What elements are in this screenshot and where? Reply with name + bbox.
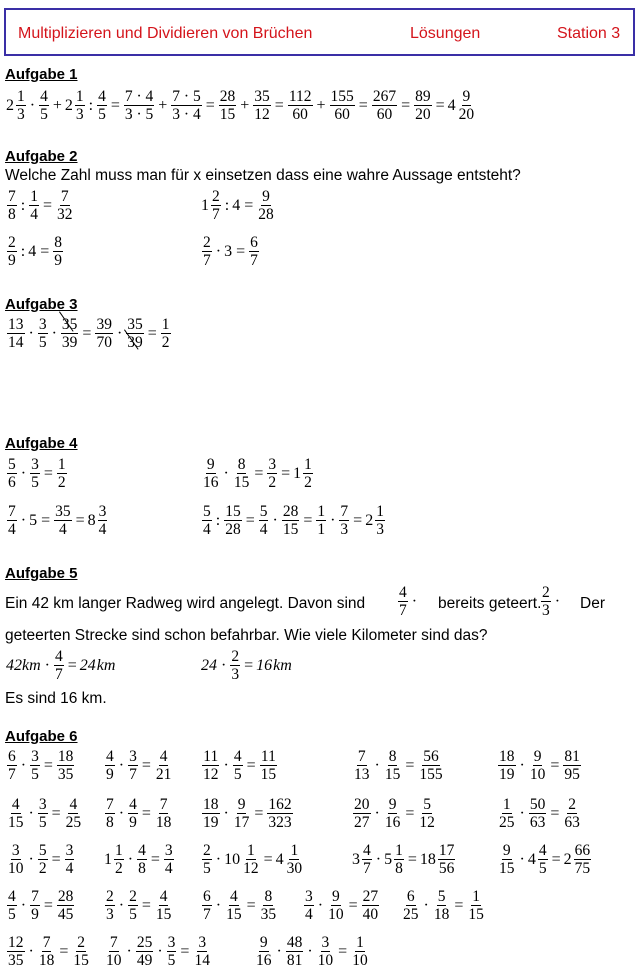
fraction-two-thirds: 2 3 · — [542, 584, 561, 619]
whole-number: 5 — [29, 511, 38, 529]
whole-number: 24 — [201, 656, 217, 674]
fraction: $\frac{3}{5}$ — [167, 934, 176, 969]
fraction: $\frac{267}{60}$ — [372, 88, 397, 123]
fraction: 3 10 — [8, 842, 24, 877]
fraction: $\frac{5}{2}$ — [38, 842, 47, 877]
fraction: $\frac{9}{16}$ — [384, 796, 401, 831]
fraction: 48 81 — [286, 934, 303, 969]
aufgabe-1-heading: Aufgabe 1 — [5, 66, 78, 83]
aufgabe-6-exercise: 2 3 · $\frac{2}{5}$ = $\frac{4}{15}$ — [106, 888, 172, 923]
fraction: $\frac{18}{35}$ — [57, 748, 74, 783]
fraction: $\frac{4}{8}$ — [138, 842, 146, 877]
whole-number: 10 — [224, 850, 241, 868]
fraction: $\frac{1}{10}$ — [352, 934, 368, 969]
aufgabe-6-exercise: 3 10 · $\frac{5}{2}$ = $\frac{3}{4}$ — [8, 842, 74, 877]
fraction: 11 12 — [203, 748, 219, 783]
aufgabe-5-text-4: geteerten Strecke sind schon befahrbar. Wie viele Kilometer sind das? — [5, 627, 488, 644]
fraction: 9 20 — [458, 88, 475, 123]
fraction: $\frac{8}{9}$ — [54, 234, 62, 269]
aufgabe-5-text-1: Ein 42 km langer Radweg wird angelegt. Davon sind — [5, 595, 366, 612]
fraction: 2 7 — [212, 188, 220, 223]
fraction: $\frac{8}{15}$ — [233, 456, 250, 491]
fraction: $\frac{2}{63}$ — [564, 796, 580, 831]
fraction: $\frac{35}{12}$ — [254, 88, 270, 123]
fraction: $\frac{3}{5}$ — [38, 796, 47, 831]
aufgabe-5-text-2: bereits geteert. — [438, 595, 542, 612]
aufgabe-2-question: Welche Zahl muss man für x einsetzen dass eine wahre Aussage entsteht? — [5, 167, 521, 184]
aufgabe-3-equation: 13 14 · 3 5 · $\frac{35}{39}$ = $\frac{39}{70}$ · $\frac{35}{39}$ = $\frac{1}{2}$ — [8, 316, 170, 351]
fraction: 9 16 — [256, 934, 272, 969]
aufgabe-4-eq-3: 7 4 · 5 = $\frac{35}{4}$ = 8 3 4 — [8, 503, 107, 538]
fraction: $\frac{7}{18}$ — [38, 934, 55, 969]
whole-number: 4 — [232, 196, 241, 214]
aufgabe-3-heading: Aufgabe 3 — [5, 296, 78, 313]
whole-number: 4 — [527, 850, 536, 868]
fraction: $\frac{35}{39}$ — [127, 316, 143, 351]
fraction: 12 35 — [8, 934, 24, 969]
whole-number: 1 — [293, 464, 302, 482]
whole-number: 42km — [6, 656, 41, 674]
fraction: $\frac{39}{70}$ — [96, 316, 112, 351]
fraction: $\frac{35}{4}$ — [55, 503, 71, 538]
fraction: 1 3 — [17, 88, 25, 123]
fraction: $\frac{4}{21}$ — [155, 748, 172, 783]
whole-number: 16 — [256, 656, 273, 674]
fraction: $\frac{9}{10}$ — [529, 748, 546, 783]
whole-number: 2 — [365, 511, 374, 529]
whole-number: 4 — [28, 242, 37, 260]
whole-number: km — [273, 656, 292, 674]
fraction: $\frac{1}{1}$ — [317, 503, 326, 538]
fraction: 1 2 — [304, 456, 312, 491]
fraction: 2 5 — [203, 842, 211, 877]
fraction: 6 25 — [403, 888, 419, 923]
fraction: $\frac{28}{45}$ — [57, 888, 74, 923]
fraction: 3 5 — [38, 316, 47, 351]
aufgabe-6-exercise: 1 25 · $\frac{50}{63}$ = $\frac{2}{63}$ — [499, 796, 580, 831]
solutions-label: Lösungen — [410, 25, 481, 42]
fraction: $\frac{50}{63}$ — [529, 796, 546, 831]
fraction: 5 6 — [8, 456, 16, 491]
fraction-four-sevenths: 4 7 · — [399, 584, 418, 619]
fraction: $\frac{7}{18}$ — [155, 796, 172, 831]
station-label: Station 3 — [557, 25, 621, 42]
aufgabe-6-exercise: 9 15 · 4 $\frac{4}{5}$ = 2 66 75 — [499, 842, 591, 877]
fraction: $\frac{3}{5}$ — [31, 456, 39, 491]
fraction: $\frac{1}{15}$ — [468, 888, 484, 923]
fraction: 13 14 — [8, 316, 24, 351]
aufgabe-4-heading: Aufgabe 4 — [5, 435, 78, 452]
aufgabe-4-eq-4: 5 4 : $\frac{15}{28}$ = $\frac{5}{4}$ · $\frac{28}{15}$ = $\frac{1}{1}$ · $\frac{7}{3}$ = 2 1 3 — [203, 503, 384, 538]
aufgabe-6-exercise: 4 5 · $\frac{7}{9}$ = $\frac{28}{45}$ — [8, 888, 74, 923]
aufgabe-6-exercise: 2 5 · 10 $\frac{1}{12}$ = 4 1 30 — [203, 842, 303, 877]
aufgabe-6-exercise: 18 19 · $\frac{9}{10}$ = $\frac{81}{95}$ — [499, 748, 580, 783]
fraction: 7 8 — [106, 796, 114, 831]
fraction: 17 56 — [438, 842, 455, 877]
fraction: $\frac{3}{7}$ — [129, 748, 137, 783]
whole-number: 5 — [384, 850, 393, 868]
aufgabe-5-eq-1: 42km · $\frac{4}{7}$ = 24 km — [6, 648, 116, 683]
fraction: $\frac{3}{14}$ — [194, 934, 210, 969]
fraction: $\frac{4}{15}$ — [226, 888, 242, 923]
fraction: $\frac{7 \cdot 5}{3 \cdot 4}$ — [172, 88, 201, 123]
fraction: $\frac{5}{12}$ — [419, 796, 435, 831]
whole-number: 24 — [79, 656, 96, 674]
fraction: $\frac{35}{39}$ — [61, 316, 78, 351]
whole-number: 4 — [275, 850, 284, 868]
whole-number: 2 — [6, 96, 14, 114]
page-header — [4, 8, 635, 56]
fraction: 25 49 — [136, 934, 153, 969]
aufgabe-1-equation: 2 1 3 · 4 5 + 2 1 3 : $\frac{4}{5}$ = $\frac{7 \cdot 4}{3 \cdot 5}$ + $\frac{7 \cdot 5}{3 \cdot 4}$ = $\frac{28}{15}$ + $\frac{35}{12}$ = $\frac{112}{60}$ + $\frac{155}{60}$ = $\frac{267}{60}$ = $\frac{89}{20}$ = 4 9 20 — [6, 88, 475, 123]
aufgabe-5-answer: Es sind 16 km. — [5, 690, 107, 707]
aufgabe-6-exercise: 18 19 · $\frac{9}{17}$ = $\frac{162}{323}$ — [203, 796, 292, 831]
fraction: $\frac{7 \cdot 4}{3 \cdot 5}$ — [124, 88, 154, 123]
fraction: $\frac{1}{8}$ — [395, 842, 403, 877]
whole-number: 2 — [563, 850, 572, 868]
aufgabe-6-exercise: 3 4 7 · 5 $\frac{1}{8}$ = 18 17 56 — [352, 842, 455, 877]
fraction: $\frac{3}{5}$ — [31, 748, 39, 783]
fraction: $\frac{9}{17}$ — [233, 796, 250, 831]
aufgabe-2-eq-3: 2 9 : 4 = $\frac{8}{9}$ — [8, 234, 62, 269]
fraction: $\frac{27}{40}$ — [362, 888, 379, 923]
fraction: $\frac{1}{2}$ — [57, 456, 66, 491]
fraction: 1 30 — [286, 842, 303, 877]
aufgabe-5-text-3: Der — [580, 595, 605, 612]
fraction: $\frac{6}{7}$ — [250, 234, 258, 269]
aufgabe-6-exercise: 3 4 · $\frac{9}{10}$ = $\frac{27}{40}$ — [305, 888, 379, 923]
fraction: $\frac{3}{4}$ — [164, 842, 173, 877]
fraction: 5 4 — [203, 503, 211, 538]
fraction: $\frac{2}{5}$ — [129, 888, 137, 923]
fraction: $\frac{7}{32}$ — [56, 188, 73, 223]
fraction: $\frac{2}{3}$ — [231, 648, 240, 683]
fraction: 1 3 — [75, 88, 84, 123]
fraction: $\frac{89}{20}$ — [415, 88, 431, 123]
fraction: 2 3 — [106, 888, 114, 923]
fraction: $\frac{4}{5}$ — [98, 88, 106, 123]
fraction: $\frac{56}{155}$ — [419, 748, 443, 783]
whole-number: 3 — [352, 850, 360, 868]
aufgabe-6-exercise: 12 35 · $\frac{7}{18}$ = $\frac{2}{15}$ — [8, 934, 89, 969]
fraction: 9 15 — [499, 842, 515, 877]
whole-number: 2 — [64, 96, 73, 114]
aufgabe-6-exercise: 20 27 · $\frac{9}{16}$ = $\frac{5}{12}$ — [354, 796, 435, 831]
aufgabe-6-exercise: 9 16 · 48 81 · $\frac{3}{10}$ = $\frac{1}{10}$ — [256, 934, 368, 969]
whole-number: 1 — [104, 850, 112, 868]
whole-number: km — [96, 656, 116, 674]
aufgabe-4-eq-2: 9 16 · $\frac{8}{15}$ = $\frac{3}{2}$ = 1 1 2 — [203, 456, 312, 491]
fraction: $\frac{2}{15}$ — [73, 934, 89, 969]
aufgabe-6-heading: Aufgabe 6 — [5, 728, 78, 745]
aufgabe-2-heading: Aufgabe 2 — [5, 148, 78, 165]
fraction: 4 5 — [8, 888, 16, 923]
fraction: 7 13 — [354, 748, 370, 783]
fraction: 3 4 — [98, 503, 107, 538]
fraction: $\frac{1}{4}$ — [30, 188, 38, 223]
fraction: 1 2 — [115, 842, 123, 877]
fraction: $\frac{4}{7}$ — [54, 648, 63, 683]
fraction: $\frac{1}{2}$ — [161, 316, 170, 351]
fraction: 9 16 — [203, 456, 219, 491]
fraction: $\frac{4}{15}$ — [155, 888, 172, 923]
fraction: 18 19 — [499, 748, 515, 783]
aufgabe-6-exercise: 4 9 · $\frac{3}{7}$ = $\frac{4}{21}$ — [106, 748, 172, 783]
worksheet-title: Multiplizieren und Dividieren von Brüchen — [18, 25, 313, 42]
aufgabe-6-exercise: 4 15 · $\frac{3}{5}$ = $\frac{4}{25}$ — [8, 796, 82, 831]
fraction: $\frac{4}{25}$ — [65, 796, 82, 831]
aufgabe-2-eq-1: 7 8 : $\frac{1}{4}$ = $\frac{7}{32}$ — [8, 188, 73, 223]
fraction: 4 5 — [40, 88, 48, 123]
whole-number: 8 — [87, 511, 96, 529]
fraction: $\frac{4}{5}$ — [233, 748, 242, 783]
fraction: 18 19 — [203, 796, 219, 831]
aufgabe-6-exercise: 7 8 · $\frac{4}{9}$ = $\frac{7}{18}$ — [106, 796, 172, 831]
aufgabe-6-exercise: 1 1 2 · $\frac{4}{8}$ = $\frac{3}{4}$ — [104, 842, 173, 877]
fraction: $\frac{15}{28}$ — [225, 503, 241, 538]
fraction: $\frac{155}{60}$ — [330, 88, 354, 123]
fraction: $\frac{9}{28}$ — [258, 188, 274, 223]
aufgabe-6-exercise: 6 7 · $\frac{3}{5}$ = $\frac{18}{35}$ — [8, 748, 74, 783]
aufgabe-6-exercise: 6 25 · $\frac{5}{18}$ = $\frac{1}{15}$ — [403, 888, 484, 923]
aufgabe-5-heading: Aufgabe 5 — [5, 565, 78, 582]
aufgabe-4-eq-1: 5 6 · $\frac{3}{5}$ = $\frac{1}{2}$ — [8, 456, 66, 491]
fraction: $\frac{5}{18}$ — [433, 888, 450, 923]
fraction: 1 25 — [499, 796, 515, 831]
aufgabe-2-eq-4: 2 7 · 3 = $\frac{6}{7}$ — [203, 234, 258, 269]
aufgabe-5-eq-2: 24 · $\frac{2}{3}$ = 16 km — [201, 648, 292, 683]
fraction: $\frac{4}{9}$ — [129, 796, 137, 831]
whole-number: 18 — [419, 850, 436, 868]
fraction: $\frac{3}{4}$ — [65, 842, 74, 877]
fraction: $\frac{5}{4}$ — [259, 503, 268, 538]
fraction: 7 10 — [106, 934, 122, 969]
fraction: 3 4 — [305, 888, 313, 923]
fraction: 2 9 — [8, 234, 16, 269]
fraction: $\frac{7}{3}$ — [340, 503, 349, 538]
aufgabe-6-exercise: 7 10 · 25 49 · $\frac{3}{5}$ = $\frac{3}{14}$ — [106, 934, 210, 969]
fraction: 4 7 — [363, 842, 371, 877]
fraction: $\frac{7}{9}$ — [31, 888, 39, 923]
fraction: $\frac{1}{12}$ — [243, 842, 259, 877]
fraction: 2 7 — [203, 234, 211, 269]
fraction: 6 7 — [8, 748, 16, 783]
fraction: $\frac{81}{95}$ — [564, 748, 580, 783]
fraction: $\frac{162}{323}$ — [268, 796, 292, 831]
fraction: 7 8 — [8, 188, 16, 223]
fraction: $\frac{3}{2}$ — [268, 456, 277, 491]
aufgabe-6-exercise: 11 12 · $\frac{4}{5}$ = $\frac{11}{15}$ — [203, 748, 277, 783]
fraction: $\frac{28}{15}$ — [219, 88, 236, 123]
fraction: $\frac{3}{10}$ — [317, 934, 334, 969]
fraction: $\frac{8}{15}$ — [384, 748, 401, 783]
fraction: $\frac{4}{5}$ — [538, 842, 547, 877]
fraction: $\frac{28}{15}$ — [282, 503, 299, 538]
whole-number: 1 — [201, 196, 209, 214]
fraction: $\frac{112}{60}$ — [288, 88, 312, 123]
fraction: $\frac{8}{35}$ — [260, 888, 277, 923]
fraction: 20 27 — [354, 796, 370, 831]
aufgabe-2-eq-2: 1 2 7 : 4 = $\frac{9}{28}$ — [201, 188, 274, 223]
fraction: $\frac{9}{10}$ — [328, 888, 344, 923]
fraction: 1 3 — [376, 503, 384, 538]
fraction: 6 7 — [203, 888, 211, 923]
fraction: 4 15 — [8, 796, 24, 831]
aufgabe-6-exercise: 6 7 · $\frac{4}{15}$ = $\frac{8}{35}$ — [203, 888, 277, 923]
fraction: 66 75 — [574, 842, 591, 877]
aufgabe-6-exercise: 7 13 · $\frac{8}{15}$ = $\frac{56}{155}$ — [354, 748, 443, 783]
whole-number: 3 — [224, 242, 233, 260]
fraction: $\frac{11}{15}$ — [260, 748, 277, 783]
fraction: 7 4 — [8, 503, 16, 538]
fraction: 4 9 — [106, 748, 114, 783]
whole-number: 4 — [447, 96, 456, 114]
